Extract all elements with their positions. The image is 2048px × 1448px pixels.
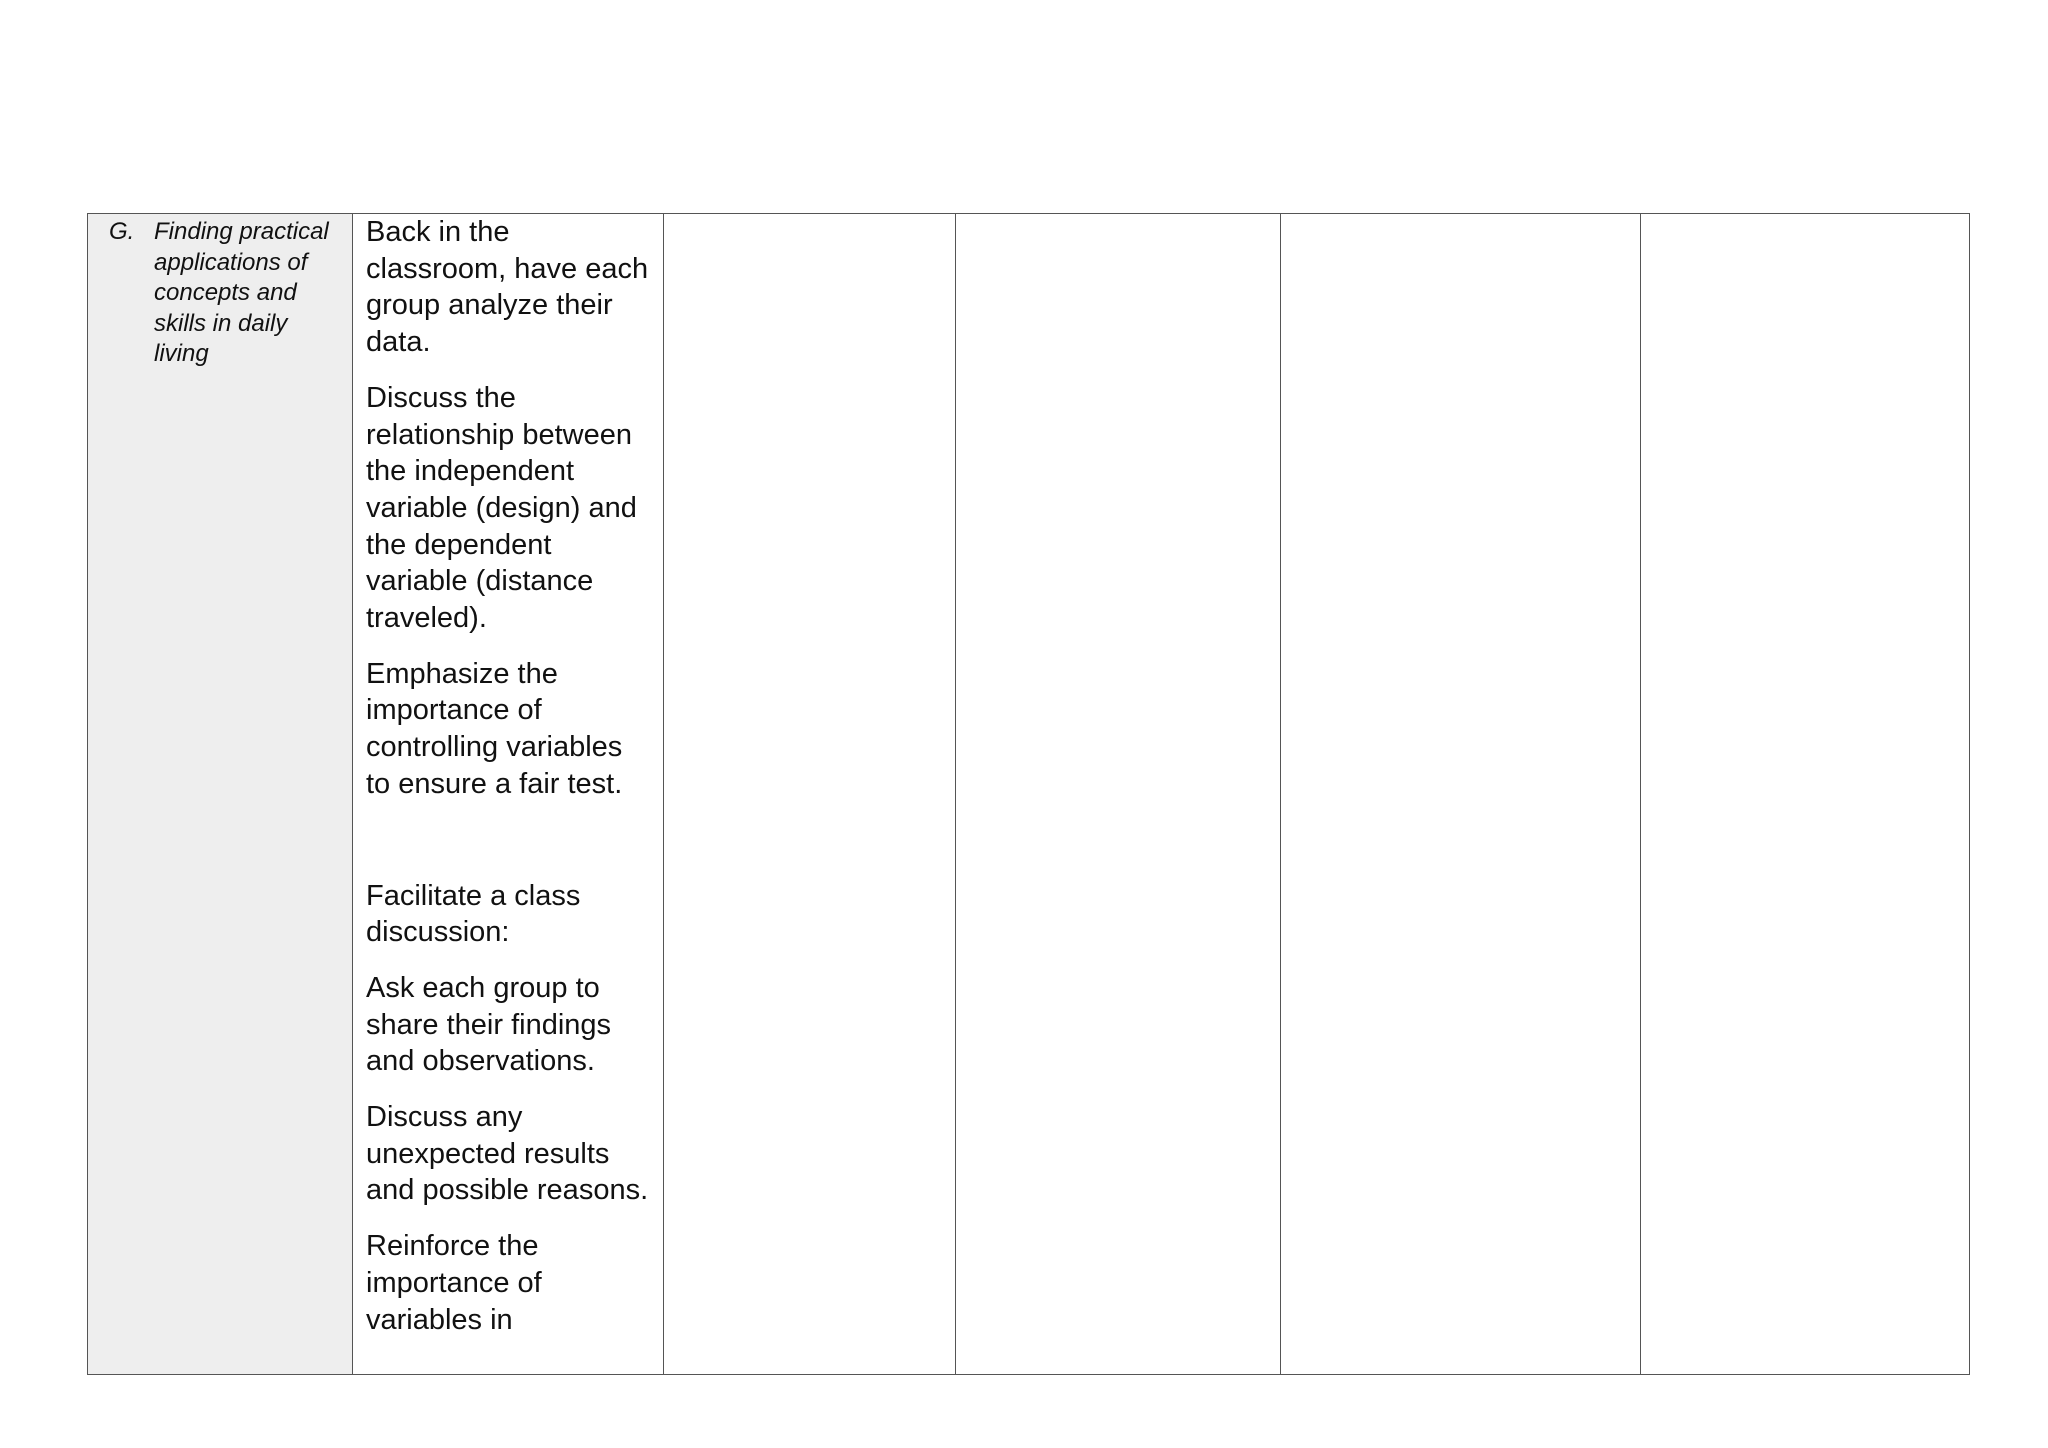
empty-cell	[664, 214, 956, 1375]
content-paragraph: Facilitate a class discussion:	[366, 879, 581, 949]
content-paragraph: Ask each group to share their findings and observations.	[366, 971, 612, 1078]
content-paragraph: Back in the classroom, have each group analyze their data.	[366, 216, 649, 359]
empty-cell	[956, 214, 1281, 1375]
lesson-plan-table	[87, 213, 1970, 1375]
table-row	[88, 214, 1970, 1375]
empty-cell	[1641, 214, 1970, 1375]
content-paragraph: Discuss any unexpected results and possible reasons.	[366, 1101, 649, 1207]
content-paragraph: Reinforce the importance of variables in	[366, 1230, 542, 1336]
section-label	[88, 217, 352, 370]
section-label-cell	[88, 214, 353, 1375]
section-title: Finding practical applications of concepts and skills in daily living	[154, 218, 329, 367]
empty-cell	[1281, 214, 1641, 1375]
section-content-cell	[353, 214, 664, 1375]
section-content	[353, 214, 663, 1338]
content-paragraph: Emphasize the importance of controlling variables to ensure a fair test.	[366, 657, 623, 800]
section-letter: G.	[109, 218, 135, 245]
content-paragraph: Discuss the relationship between the independent variable (design) and the dependent variable (distance traveled).	[366, 381, 637, 635]
